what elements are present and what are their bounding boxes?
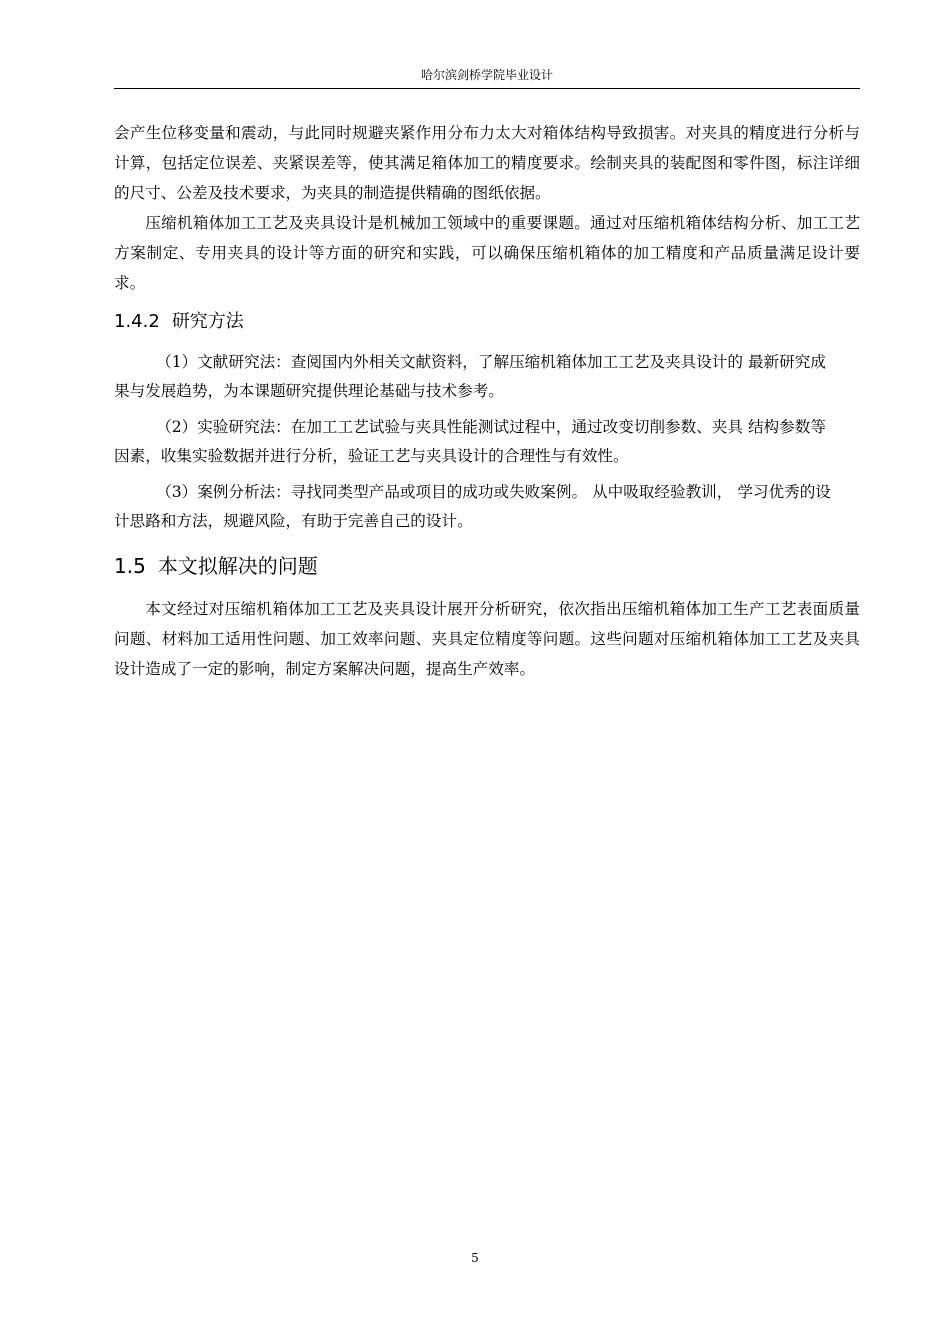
section-number: 1.4.2: [114, 311, 160, 332]
section-title: 本文拟解决的问题: [157, 554, 318, 578]
page-body: [114, 118, 860, 684]
body-paragraph: 会产生位移变量和震动，与此同时规避夹紧作用分布力太大对箱体结构导致损害。对夹具的精度进行分析与计算，包括定位误差、夹紧误差等，使其满足箱体加工的精度要求。绘制夹具的装配图和零件图，标注详细的尺寸、公差及技术要求，为夹具的制造提供精确的图纸依据。: [114, 124, 860, 202]
body-paragraph: 压缩机箱体加工工艺及夹具设计是机械加工领域中的重要课题。通过对压缩机箱体结构分析、加工工艺方案制定、专用夹具的设计等方面的研究和实践，可以确保压缩机箱体的加工精度和产品质量满足设计要求。: [114, 214, 860, 292]
section-heading-1-5: [114, 552, 860, 580]
section-heading-1-4-2: [114, 309, 860, 335]
method-item: （3）案例分析法：寻找同类型产品或项目的成功或失败案例。 从中吸取经验教训， 学习优秀的设计思路和方法，规避风险，有助于完善自己的设计。: [114, 483, 831, 530]
method-item: （1）文献研究法：查阅国内外相关文献资料，了解压缩机箱体加工工艺及夹具设计的 最新研究成果与发展趋势，为本课题研究提供理论基础与技术参考。: [114, 353, 826, 400]
body-paragraph: 本文经过对压缩机箱体加工工艺及夹具设计展开分析研究，依次指出压缩机箱体加工生产工艺表面质量问题、材料加工适用性问题、加工效率问题、夹具定位精度等问题。这些问题对压缩机箱体加工工艺及夹具设计造成了一定的影响，制定方案解决问题，提高生产效率。: [114, 600, 860, 678]
header-divider: [114, 88, 860, 89]
running-header: 哈尔滨剑桥学院毕业设计: [420, 68, 553, 82]
section-number: 1.5: [114, 554, 146, 578]
page-number: 5: [471, 1251, 479, 1265]
section-title: 研究方法: [171, 311, 244, 332]
method-item: （2）实验研究法：在加工工艺试验与夹具性能测试过程中，通过改变切削参数、夹具 结构参数等因素，收集实验数据并进行分析，验证工艺与夹具设计的合理性与有效性。: [114, 418, 826, 465]
